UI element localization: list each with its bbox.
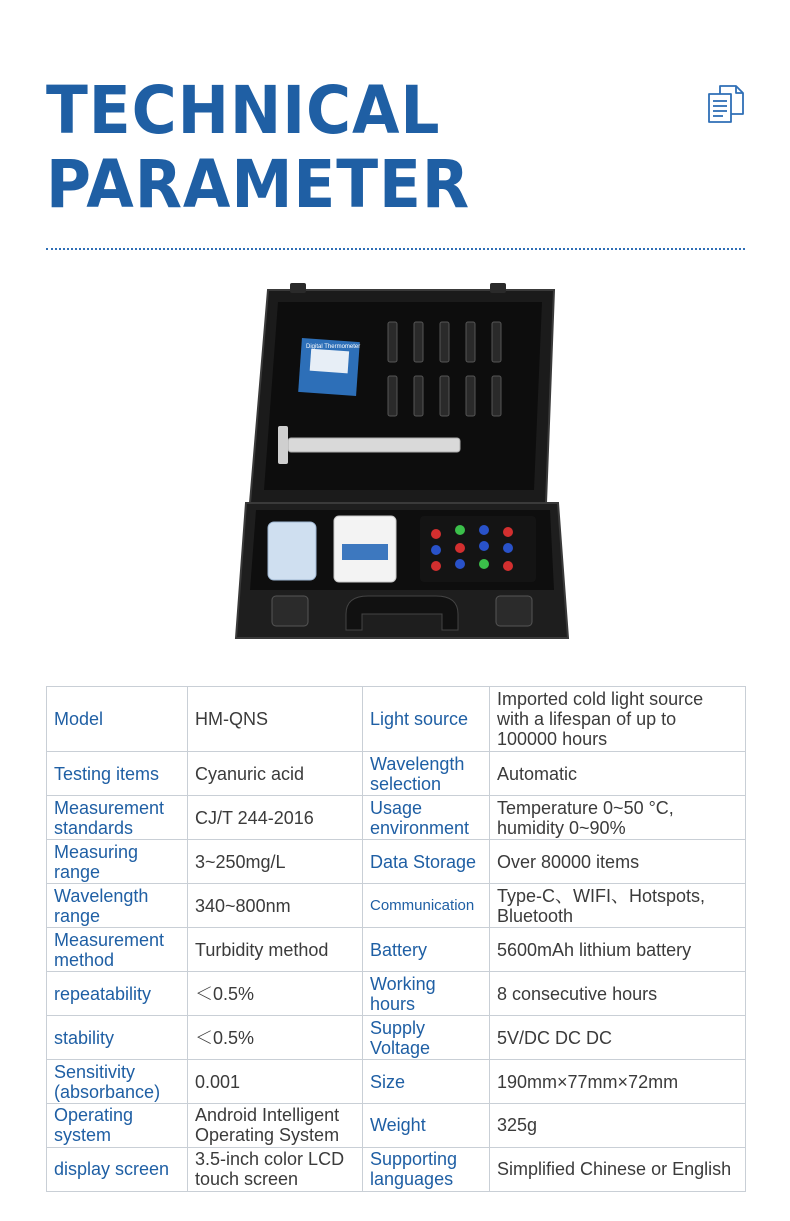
spec-value: Turbidity method xyxy=(188,928,363,972)
spec-value: Simplified Chinese or English xyxy=(490,1147,746,1191)
spec-label: Light source xyxy=(363,687,490,752)
table-row xyxy=(47,796,746,840)
spec-label: Operating system xyxy=(47,1104,188,1148)
table-row xyxy=(47,1147,746,1191)
spec-value: 340~800nm xyxy=(188,884,363,928)
spec-label: Working hours xyxy=(363,972,490,1016)
spec-value: Imported cold light source with a lifespan of up to 100000 hours xyxy=(490,687,746,752)
spec-value: Android Intelligent Operating System xyxy=(188,1104,363,1148)
title-line-2: PARAMETER xyxy=(46,146,471,223)
spec-label: Usage environment xyxy=(363,796,490,840)
spec-value: 325g xyxy=(490,1104,746,1148)
spec-label: Wavelength range xyxy=(47,884,188,928)
spec-value: 5V/DC DC DC xyxy=(490,1016,746,1060)
table-row xyxy=(47,687,746,752)
spec-value: ＜0.5% xyxy=(188,1016,363,1060)
spec-value: Cyanuric acid xyxy=(188,752,363,796)
title-line-1: TECHNICAL xyxy=(46,72,441,149)
table-row xyxy=(47,972,746,1016)
spec-label: Supporting languages xyxy=(363,1147,490,1191)
dotted-divider xyxy=(46,248,745,250)
table-row xyxy=(47,1016,746,1060)
document-icon xyxy=(704,82,748,126)
spec-label: Size xyxy=(363,1060,490,1104)
spec-value: 8 consecutive hours xyxy=(490,972,746,1016)
spec-value: ＜0.5% xyxy=(188,972,363,1016)
spec-value: HM-QNS xyxy=(188,687,363,752)
spec-label: Weight xyxy=(363,1104,490,1148)
spec-label: stability xyxy=(47,1016,188,1060)
spec-label: Data Storage xyxy=(363,840,490,884)
spec-value: 0.001 xyxy=(188,1060,363,1104)
spec-table xyxy=(46,686,746,1192)
spec-label: Battery xyxy=(363,928,490,972)
spec-value: 5600mAh lithium battery xyxy=(490,928,746,972)
table-row xyxy=(47,1060,746,1104)
spec-value: CJ/T 244-2016 xyxy=(188,796,363,840)
spec-value: Automatic xyxy=(490,752,746,796)
thermometer-label: Digital Thermometer xyxy=(306,344,361,350)
spec-value: 3.5-inch color LCD touch screen xyxy=(188,1147,363,1191)
spec-value: Type-C、WIFI、Hotspots, Bluetooth xyxy=(490,884,746,928)
spec-value: 190mm×77mm×72mm xyxy=(490,1060,746,1104)
table-row xyxy=(47,752,746,796)
table-row xyxy=(47,884,746,928)
spec-label: repeatability xyxy=(47,972,188,1016)
spec-label: Measurement method xyxy=(47,928,188,972)
spec-value: Temperature 0~50 °C, humidity 0~90% xyxy=(490,796,746,840)
spec-label: Model xyxy=(47,687,188,752)
spec-label: display screen xyxy=(47,1147,188,1191)
spec-value: 3~250mg/L xyxy=(188,840,363,884)
spec-label: Supply Voltage xyxy=(363,1016,490,1060)
spec-label: Measurement standards xyxy=(47,796,188,840)
spec-label: Measuring range xyxy=(47,840,188,884)
spec-label: Sensitivity (absorbance) xyxy=(47,1060,188,1104)
product-case-image xyxy=(228,278,578,670)
table-row xyxy=(47,1104,746,1148)
table-row xyxy=(47,840,746,884)
table-row xyxy=(47,928,746,972)
spec-label: Communication xyxy=(363,884,490,928)
spec-label: Wavelength selection xyxy=(363,752,490,796)
spec-value: Over 80000 items xyxy=(490,840,746,884)
page-title xyxy=(46,74,470,222)
spec-label: Testing items xyxy=(47,752,188,796)
